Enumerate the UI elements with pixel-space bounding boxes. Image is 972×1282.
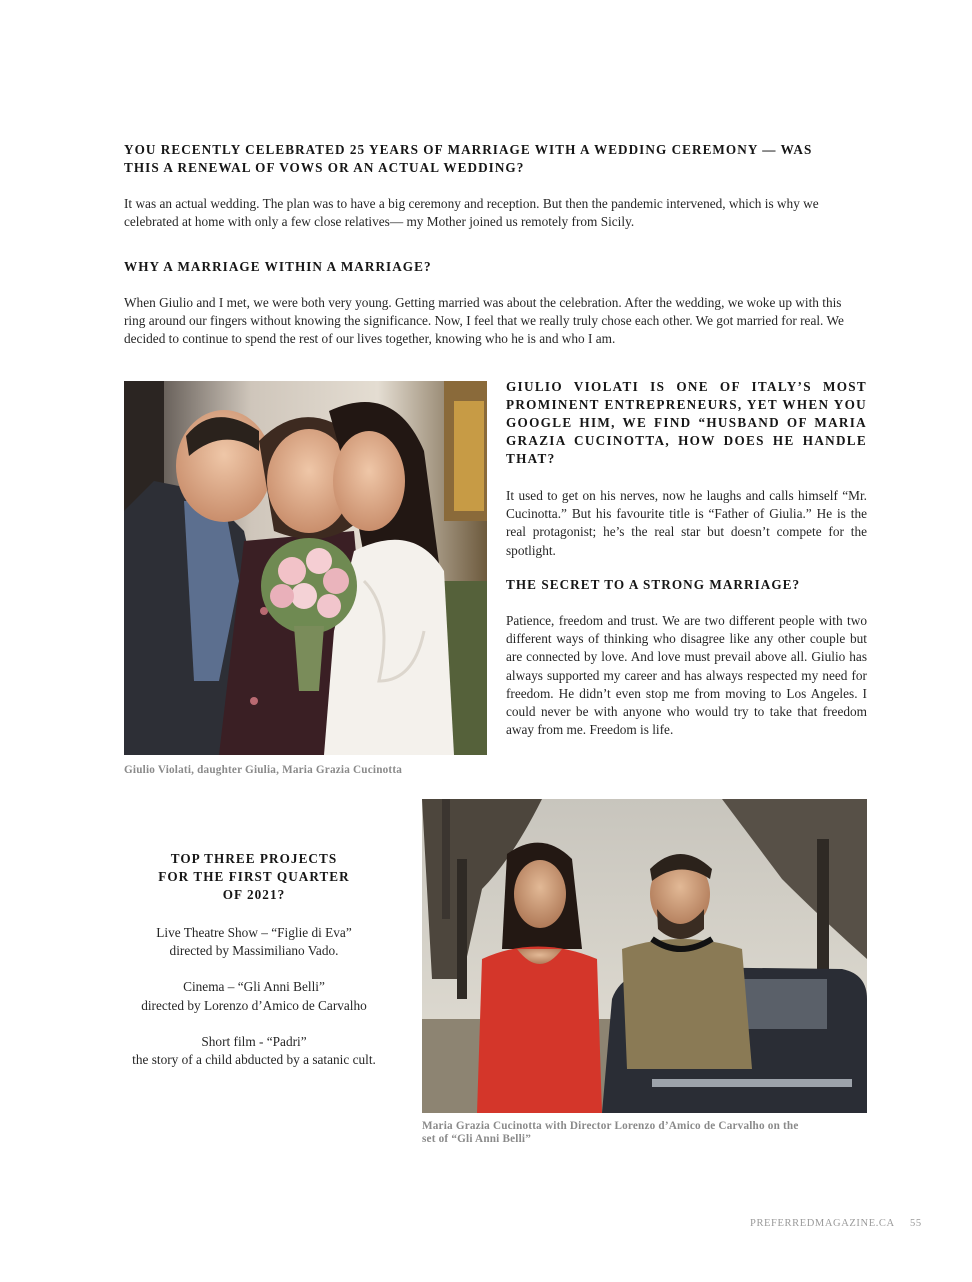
question-3 bbox=[506, 378, 867, 468]
family-photo-caption: Giulio Violati, daughter Giulia, Maria Grazia Cucinotta bbox=[124, 764, 403, 776]
question-2-heading: WHY A MARRIAGE WITHIN A MARRIAGE? bbox=[124, 259, 432, 274]
projects-section bbox=[104, 850, 404, 1069]
project-item-line-2: directed by Lorenzo d’Amico de Carvalho bbox=[141, 997, 367, 1013]
family-photo bbox=[124, 381, 487, 755]
answer-4-text: Patience, freedom and trust. We are two different people with two different ways of thinking who disagree like any other couple but are connected by love. And love must prevail above all. Giulio has always supported my career and has always respected my need for freedom. He didn’t even stop me from moving to Los Angeles. I could never be with anyone who would try to take that freedom away from me. Freedom is life. bbox=[506, 613, 867, 738]
answer-4 bbox=[506, 612, 867, 739]
answer-2-text: When Giulio and I met, we were both very young. Getting married was about the celebration. After the wedding, we woke up with this ring around our fingers without knowing the significance. Now, I feel that we really truly chose each other. We got married for real. We decided to continue to spend the rest of our lives together, knowing who he is and who I am. bbox=[124, 295, 844, 347]
question-1-heading: YOU RECENTLY CELEBRATED 25 YEARS OF MARRIAGE WITH A WEDDING CEREMONY — WAS THIS A RENEWAL OF VOWS OR AN ACTUAL WEDDING? bbox=[124, 142, 813, 175]
project-item-line-2: directed by Massimiliano Vado. bbox=[169, 943, 339, 959]
film-set-photo bbox=[422, 799, 867, 1113]
project-item bbox=[104, 1033, 404, 1069]
answer-1-text: It was an actual wedding. The plan was to have a big ceremony and reception. But then the pandemic intervened, which is why we celebrated at home with only a few close relatives— my Mother joined us remotely from Sicily. bbox=[124, 196, 819, 230]
question-3-heading: GIULIO VIOLATI IS ONE OF ITALY’S MOST PROMINENT ENTREPRENEURS, YET WHEN YOU GOOGLE HIM, WE FIND “HUSBAND OF MARIA GRAZIA CUCINOTTA, HOW DOES HE HANDLE THAT? bbox=[506, 379, 867, 466]
footer-site: PREFERREDMAGAZINE.CA bbox=[750, 1218, 895, 1229]
film-set-photo-image bbox=[422, 799, 867, 1113]
answer-3-text: It used to get on his nerves, now he laughs and calls himself “Mr. Cucinotta.” But his favourite title is “Father of Giulia.” He is the real protagonist; he’s the real star but doesn’t compete for the spotlight. bbox=[506, 488, 867, 558]
question-1 bbox=[124, 141, 850, 177]
question-4 bbox=[506, 576, 867, 594]
project-item-line-1: Cinema – “Gli Anni Belli” bbox=[183, 979, 325, 995]
film-set-caption-line-1: Maria Grazia Cucinotta with Director Lorenzo d’Amico de Carvalho on the bbox=[422, 1120, 799, 1132]
question-4-heading: THE SECRET TO A STRONG MARRIAGE? bbox=[506, 577, 801, 592]
projects-heading-line-1: TOP THREE PROJECTS bbox=[170, 851, 338, 866]
project-item-line-2: the story of a child abducted by a satanic cult. bbox=[132, 1052, 376, 1068]
projects-heading bbox=[104, 850, 404, 904]
film-set-caption-line-2: set of “Gli Anni Belli” bbox=[422, 1133, 532, 1145]
projects-heading-line-2: FOR THE FIRST QUARTER bbox=[158, 869, 350, 884]
project-item bbox=[104, 924, 404, 960]
question-2 bbox=[124, 258, 850, 276]
project-item-line-1: Short film - “Padri” bbox=[201, 1033, 307, 1049]
family-photo-image bbox=[124, 381, 487, 755]
film-set-photo-caption bbox=[422, 1120, 867, 1146]
answer-3 bbox=[506, 487, 867, 560]
projects-heading-line-3: OF 2021? bbox=[222, 887, 286, 902]
project-item-line-1: Live Theatre Show – “Figlie di Eva” bbox=[156, 925, 352, 940]
answer-2 bbox=[124, 294, 852, 349]
page-number: 55 bbox=[910, 1218, 922, 1229]
project-item bbox=[104, 978, 404, 1014]
answer-1 bbox=[124, 195, 852, 231]
